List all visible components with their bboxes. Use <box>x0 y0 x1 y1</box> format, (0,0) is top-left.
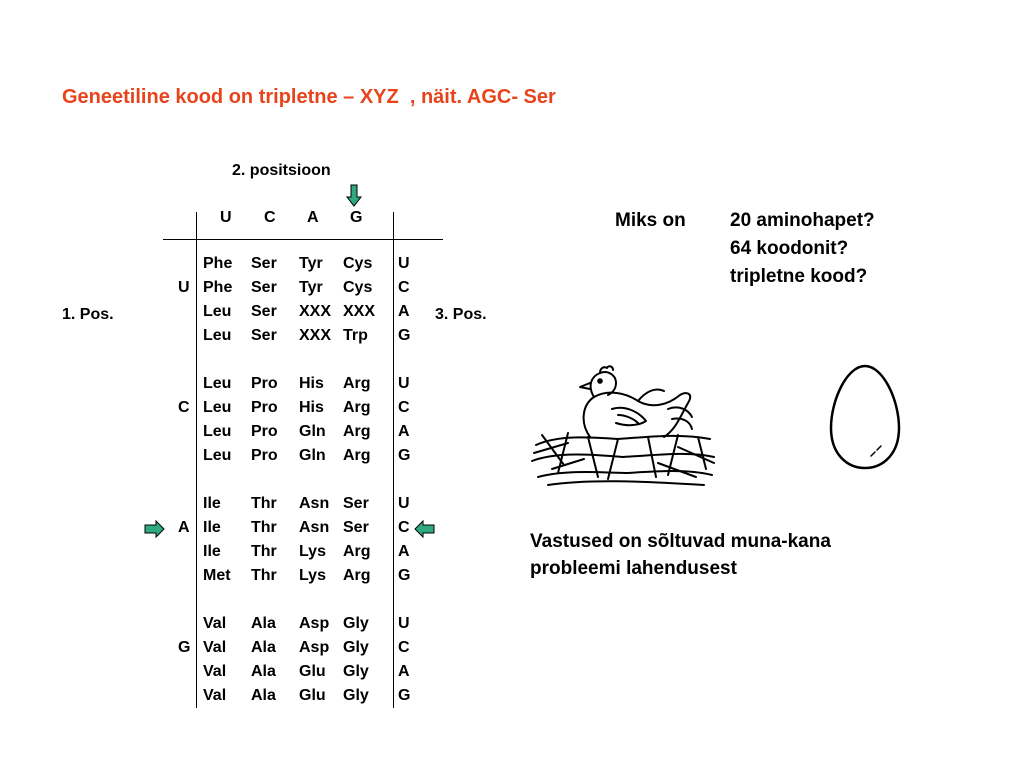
amino-acid: Lys <box>299 543 326 560</box>
amino-acid: Gly <box>343 639 369 656</box>
answer-line: Vastused on sõltuvad muna-kana <box>530 531 831 552</box>
amino-acid: Ala <box>251 615 276 632</box>
amino-acid: Leu <box>203 447 232 464</box>
amino-acid: Gly <box>343 687 369 704</box>
amino-acid: Val <box>203 663 227 680</box>
third-base-label: G <box>398 327 411 344</box>
amino-acid: Leu <box>203 375 232 392</box>
amino-acid: Ile <box>203 519 221 536</box>
codon-row <box>203 543 393 567</box>
amino-acid: Arg <box>343 399 371 416</box>
codon-row <box>203 375 393 399</box>
amino-acid: Leu <box>203 399 232 416</box>
third-base-label: G <box>398 447 411 464</box>
codon-row <box>203 495 393 519</box>
third-base-label: U <box>398 615 410 632</box>
amino-acid: Lys <box>299 567 326 584</box>
amino-acid: Tyr <box>299 279 323 296</box>
question-item: tripletne kood? <box>730 266 868 287</box>
arrow-left-icon <box>414 521 434 537</box>
first-base-label: A <box>178 519 190 536</box>
amino-acid: Leu <box>203 303 232 320</box>
amino-acid: Gln <box>299 447 326 464</box>
amino-acid: Arg <box>343 423 371 440</box>
amino-acid: Ala <box>251 687 276 704</box>
amino-acid: Ser <box>251 327 277 344</box>
third-base-label: C <box>398 519 410 536</box>
amino-acid: Ile <box>203 543 221 560</box>
amino-acid: Thr <box>251 519 277 536</box>
amino-acid: Val <box>203 687 227 704</box>
column-header-g: G <box>350 209 363 226</box>
amino-acid: Thr <box>251 543 277 560</box>
header-divider <box>163 239 443 240</box>
amino-acid: Ser <box>343 495 369 512</box>
first-base-label: U <box>178 279 190 296</box>
amino-acid: Ser <box>251 279 277 296</box>
codon-row <box>203 255 393 279</box>
third-position-label: 3. Pos. <box>435 306 487 323</box>
third-base-label: C <box>398 279 410 296</box>
amino-acid: Glu <box>299 687 326 704</box>
question-item: 20 aminohapet? <box>730 210 875 231</box>
amino-acid: Asp <box>299 639 330 656</box>
amino-acid: Arg <box>343 375 371 392</box>
codon-row <box>203 663 393 687</box>
third-base-label: C <box>398 639 410 656</box>
third-base-label: G <box>398 567 411 584</box>
amino-acid: Ala <box>251 663 276 680</box>
amino-acid: His <box>299 399 324 416</box>
codon-row <box>203 327 393 351</box>
third-base-label: U <box>398 375 410 392</box>
amino-acid: Asn <box>299 519 330 536</box>
codon-row <box>203 423 393 447</box>
first-base-label: C <box>178 399 190 416</box>
third-base-label: A <box>398 663 410 680</box>
questions-lead: Miks on <box>615 210 686 231</box>
amino-acid: XXX <box>343 303 376 320</box>
codon-row <box>203 567 393 591</box>
amino-acid: Tyr <box>299 255 323 272</box>
first-base-label: G <box>178 639 191 656</box>
amino-acid: Ser <box>251 255 277 272</box>
amino-acid: Leu <box>203 327 232 344</box>
column-header-u: U <box>220 209 232 226</box>
amino-acid: Arg <box>343 567 371 584</box>
amino-acid: Trp <box>343 327 368 344</box>
amino-acid: Val <box>203 615 227 632</box>
third-base-label: U <box>398 495 410 512</box>
left-divider <box>196 212 197 708</box>
third-base-label: A <box>398 543 410 560</box>
amino-acid: Arg <box>343 447 371 464</box>
amino-acid: XXX <box>299 303 332 320</box>
amino-acid: Pro <box>251 375 278 392</box>
amino-acid: Pro <box>251 399 278 416</box>
amino-acid: Met <box>203 567 231 584</box>
codon-row <box>203 519 393 543</box>
amino-acid: Ile <box>203 495 221 512</box>
amino-acid: Thr <box>251 567 277 584</box>
amino-acid: Cys <box>343 255 373 272</box>
amino-acid: Gln <box>299 423 326 440</box>
first-position-label: 1. Pos. <box>62 306 114 323</box>
column-header-a: A <box>307 209 319 226</box>
codon-row <box>203 639 393 663</box>
amino-acid: Phe <box>203 255 233 272</box>
amino-acid: Ala <box>251 639 276 656</box>
column-header-c: C <box>264 209 276 226</box>
codon-row <box>203 615 393 639</box>
third-base-label: G <box>398 687 411 704</box>
amino-acid: Glu <box>299 663 326 680</box>
codon-row <box>203 687 393 711</box>
second-position-label: 2. positsioon <box>232 162 331 179</box>
right-divider <box>393 212 394 708</box>
third-base-label: C <box>398 399 410 416</box>
egg <box>825 362 905 472</box>
amino-acid: Thr <box>251 495 277 512</box>
amino-acid: Leu <box>203 423 232 440</box>
third-base-label: A <box>398 303 410 320</box>
third-base-label: U <box>398 255 410 272</box>
amino-acid: Pro <box>251 423 278 440</box>
amino-acid: Phe <box>203 279 233 296</box>
amino-acid: Gly <box>343 663 369 680</box>
codon-row <box>203 447 393 471</box>
amino-acid: Val <box>203 639 227 656</box>
amino-acid: Asp <box>299 615 330 632</box>
question-item: 64 koodonit? <box>730 238 849 259</box>
amino-acid: Pro <box>251 447 278 464</box>
amino-acid: Cys <box>343 279 373 296</box>
amino-acid: Asn <box>299 495 330 512</box>
amino-acid: Ser <box>251 303 277 320</box>
hen-on-nest <box>528 365 718 490</box>
amino-acid: His <box>299 375 324 392</box>
codon-row <box>203 399 393 423</box>
codon-row <box>203 279 393 303</box>
amino-acid: XXX <box>299 327 332 344</box>
page-title: Geneetiline kood on tripletne – XYZ , näit. AGC- Ser <box>62 86 556 108</box>
answer-line: probleemi lahendusest <box>530 558 737 579</box>
amino-acid: Ser <box>343 519 369 536</box>
amino-acid: Arg <box>343 543 371 560</box>
codon-row <box>203 303 393 327</box>
arrow-down-icon <box>347 185 361 207</box>
amino-acid: Gly <box>343 615 369 632</box>
arrow-right-icon <box>145 521 165 537</box>
third-base-label: A <box>398 423 410 440</box>
